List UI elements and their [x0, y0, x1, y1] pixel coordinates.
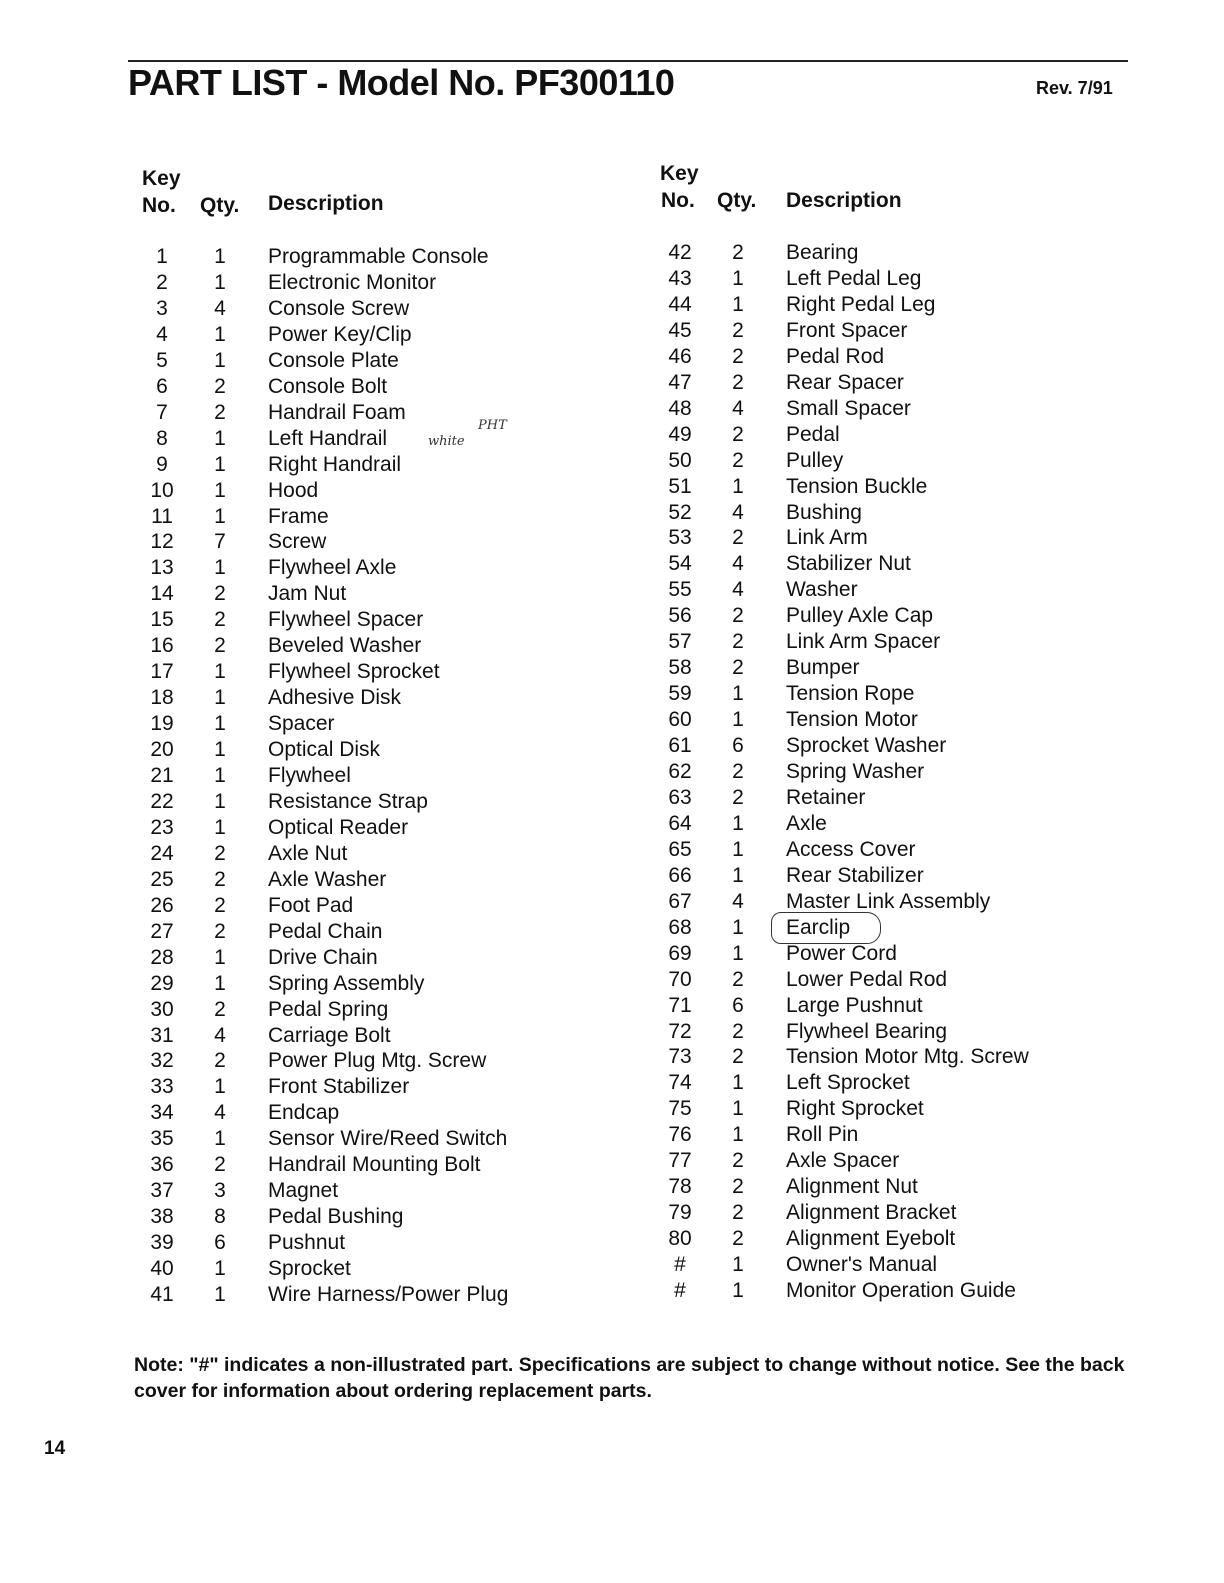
part-quantity: 1 — [732, 266, 744, 290]
part-description: Endcap — [268, 1101, 340, 1125]
part-quantity: 1 — [732, 941, 744, 965]
part-key-number: 68 — [668, 915, 692, 939]
part-key-number: 54 — [668, 552, 692, 576]
part-quantity: 2 — [732, 241, 744, 264]
part-description: Left Sprocket — [786, 1071, 910, 1095]
part-quantity: 1 — [732, 863, 744, 887]
part-description: Flywheel Axle — [268, 556, 397, 580]
part-quantity: 1 — [214, 1257, 226, 1281]
part-description: Axle — [786, 811, 827, 835]
part-quantity: 1 — [214, 1127, 226, 1151]
part-description: Jam Nut — [268, 582, 347, 606]
part-quantity: 4 — [732, 889, 744, 913]
part-quantity: 1 — [732, 811, 744, 835]
part-quantity: 2 — [732, 656, 744, 680]
left-no-header: No. — [142, 194, 176, 217]
part-quantity: 2 — [214, 841, 226, 865]
part-key-number: 7 — [156, 400, 168, 424]
part-key-number: 27 — [150, 919, 174, 943]
part-key-number: 58 — [668, 656, 692, 680]
part-quantity: 2 — [732, 318, 744, 342]
part-quantity: 1 — [214, 789, 226, 813]
part-key-number: 41 — [150, 1283, 174, 1306]
part-quantity: 2 — [732, 344, 744, 368]
part-description: Washer — [786, 578, 858, 602]
part-quantity: 2 — [732, 1045, 744, 1069]
part-quantity: 1 — [732, 1123, 744, 1147]
part-quantity: 2 — [732, 967, 744, 991]
part-quantity: 2 — [214, 608, 226, 632]
part-quantity: 2 — [732, 630, 744, 654]
part-quantity: 2 — [214, 867, 226, 891]
part-quantity: 4 — [214, 1101, 226, 1125]
part-description: Frame — [268, 504, 329, 528]
part-quantity: 6 — [732, 993, 744, 1017]
part-description: Front Stabilizer — [268, 1075, 410, 1099]
part-description: Pedal Rod — [786, 344, 885, 368]
part-description: Rear Spacer — [786, 370, 904, 394]
part-key-number: 35 — [150, 1127, 174, 1151]
part-key-number: 43 — [668, 266, 692, 290]
part-quantity: 1 — [214, 322, 226, 346]
part-key-number: 72 — [668, 1019, 692, 1043]
part-description: Spring Assembly — [268, 971, 425, 995]
part-key-number: 71 — [668, 993, 692, 1017]
part-description: Flywheel — [268, 764, 351, 787]
part-description: Earclip — [786, 915, 851, 939]
part-description: Programmable Console — [268, 245, 489, 268]
part-key-number: 39 — [150, 1231, 174, 1255]
part-key-number: 24 — [150, 841, 174, 865]
part-description: Optical Disk — [268, 738, 381, 762]
part-description: Spring Washer — [786, 760, 925, 783]
part-description: Right Handrail — [268, 452, 402, 476]
part-key-number: 11 — [151, 504, 173, 528]
part-description: Pulley — [786, 448, 844, 472]
part-key-number: 56 — [668, 604, 692, 628]
part-quantity: 4 — [732, 578, 744, 602]
part-key-number: 12 — [150, 530, 174, 554]
part-quantity: 1 — [214, 738, 226, 762]
part-description: Front Spacer — [786, 318, 908, 342]
part-quantity: 2 — [214, 919, 226, 943]
part-quantity: 1 — [214, 660, 226, 684]
part-quantity: 2 — [732, 1019, 744, 1043]
part-description: Axle Washer — [268, 867, 387, 891]
part-description: Flywheel Spacer — [268, 608, 424, 632]
part-quantity: 1 — [214, 764, 226, 787]
part-key-number: 53 — [668, 526, 692, 550]
part-key-number: 17 — [150, 660, 174, 684]
part-description: Pedal — [786, 422, 840, 446]
right-key-header: Key — [660, 162, 699, 185]
right-qty-header: Qty. — [717, 189, 757, 212]
part-key-number: 47 — [668, 370, 692, 394]
part-quantity: 1 — [214, 348, 226, 372]
part-description: Pushnut — [268, 1231, 346, 1255]
page-number: 14 — [44, 1438, 66, 1459]
part-description: Flywheel Sprocket — [268, 660, 440, 684]
part-key-number: 13 — [150, 556, 174, 580]
part-key-number: 28 — [150, 945, 174, 969]
part-key-number: 21 — [150, 764, 174, 787]
part-key-number: 66 — [668, 863, 692, 887]
part-key-number: 8 — [156, 426, 168, 450]
part-quantity: 1 — [214, 971, 226, 995]
part-key-number: 78 — [668, 1175, 692, 1199]
part-key-number: 64 — [668, 811, 692, 835]
part-key-number: 31 — [150, 1023, 174, 1047]
part-quantity: 1 — [732, 682, 744, 706]
part-quantity: 1 — [214, 1283, 226, 1306]
part-description: Master Link Assembly — [786, 889, 991, 913]
part-key-number: 49 — [668, 422, 692, 446]
part-key-number: 46 — [668, 344, 692, 368]
part-description: Stabilizer Nut — [786, 552, 911, 576]
part-key-number: 6 — [156, 374, 168, 398]
part-quantity: 4 — [732, 396, 744, 420]
part-quantity: 1 — [732, 1071, 744, 1095]
part-description: Sprocket — [268, 1257, 351, 1281]
part-quantity: 2 — [732, 604, 744, 628]
part-quantity: 2 — [732, 760, 744, 783]
part-quantity: 2 — [732, 448, 744, 472]
part-description: Tension Motor — [786, 708, 918, 732]
part-description: Access Cover — [786, 837, 916, 861]
part-key-number: 16 — [150, 634, 174, 658]
part-description: Handrail Foam — [268, 400, 406, 424]
part-description: Optical Reader — [268, 815, 409, 839]
part-description: Small Spacer — [786, 396, 911, 420]
part-key-number: 50 — [668, 448, 692, 472]
part-description: Bushing — [786, 500, 862, 524]
part-quantity: 2 — [732, 1227, 744, 1251]
part-key-number: 3 — [156, 296, 168, 320]
part-description: Alignment Bracket — [786, 1201, 957, 1225]
part-key-number: 70 — [668, 967, 692, 991]
part-description: Link Arm — [786, 526, 868, 550]
part-quantity: 3 — [214, 1179, 226, 1203]
part-description: Retainer — [786, 785, 866, 809]
part-key-number: 19 — [150, 712, 174, 736]
part-description: Monitor Operation Guide — [786, 1279, 1016, 1302]
part-key-number: 34 — [150, 1101, 174, 1125]
part-key-number: 32 — [150, 1049, 174, 1073]
part-quantity: 4 — [732, 500, 744, 524]
part-key-number: 67 — [668, 889, 692, 913]
part-quantity: 1 — [214, 712, 226, 736]
part-quantity: 1 — [732, 837, 744, 861]
part-quantity: 2 — [214, 374, 226, 398]
part-key-number: 57 — [668, 630, 692, 654]
part-description: Pedal Bushing — [268, 1205, 404, 1229]
part-key-number: 30 — [150, 997, 174, 1021]
part-key-number: 42 — [668, 241, 692, 264]
part-description: Power Plug Mtg. Screw — [268, 1049, 487, 1073]
part-description: Magnet — [268, 1179, 339, 1203]
part-quantity: 1 — [214, 1075, 226, 1099]
part-description: Console Plate — [268, 348, 399, 372]
left-description-header: Description — [268, 192, 384, 215]
part-key-number: 14 — [150, 582, 174, 606]
part-quantity: 1 — [732, 1253, 744, 1277]
part-quantity: 4 — [214, 1023, 226, 1047]
part-description: Tension Motor Mtg. Screw — [786, 1045, 1029, 1069]
part-description: Axle Nut — [268, 841, 348, 865]
part-quantity: 2 — [732, 785, 744, 809]
part-description: Sensor Wire/Reed Switch — [268, 1127, 508, 1151]
part-description: Alignment Eyebolt — [786, 1227, 956, 1251]
part-quantity: 2 — [732, 422, 744, 446]
part-key-number: 52 — [668, 500, 692, 524]
part-quantity: 1 — [732, 915, 744, 939]
part-quantity: 4 — [732, 552, 744, 576]
part-key-number: 38 — [150, 1205, 174, 1229]
part-quantity: 1 — [214, 426, 226, 450]
part-key-number: 25 — [150, 867, 174, 891]
part-quantity: 2 — [214, 997, 226, 1021]
part-quantity: 2 — [214, 893, 226, 917]
part-description: Console Bolt — [268, 374, 388, 398]
part-description: Large Pushnut — [786, 993, 923, 1017]
part-quantity: 2 — [732, 1149, 744, 1173]
part-description: Console Screw — [268, 296, 410, 320]
part-quantity: 2 — [732, 1175, 744, 1199]
part-quantity: 1 — [214, 478, 226, 502]
part-key-number: 63 — [668, 785, 692, 809]
part-quantity: 2 — [732, 370, 744, 394]
part-description: Left Handrail — [268, 426, 388, 450]
part-key-number: 40 — [150, 1257, 174, 1281]
part-description: Power Key/Clip — [268, 322, 412, 346]
right-no-header: No. — [661, 189, 695, 212]
part-key-number: 33 — [150, 1075, 174, 1099]
part-description: Hood — [268, 478, 319, 502]
part-quantity: 6 — [214, 1231, 226, 1255]
part-description: Beveled Washer — [268, 634, 422, 658]
part-quantity: 1 — [214, 504, 226, 528]
part-key-number: 10 — [150, 478, 174, 502]
part-quantity: 4 — [214, 296, 226, 320]
part-description: Sprocket Washer — [786, 734, 947, 758]
part-description: Spacer — [268, 712, 335, 736]
part-description: Lower Pedal Rod — [786, 967, 948, 991]
part-description: Left Pedal Leg — [786, 266, 922, 290]
page-title: PART LIST - Model No. PF300110 — [128, 62, 675, 103]
part-quantity: 2 — [214, 1153, 226, 1177]
part-key-number: 44 — [668, 292, 692, 316]
part-description: Power Cord — [786, 941, 897, 965]
part-key-number: 65 — [668, 837, 692, 861]
part-description: Foot Pad — [268, 893, 354, 917]
right-description-header: Description — [786, 189, 902, 212]
part-key-number: 48 — [668, 396, 692, 420]
part-description: Roll Pin — [786, 1123, 859, 1147]
part-quantity: 1 — [732, 292, 744, 316]
part-key-number: 75 — [668, 1097, 692, 1121]
part-key-number: 15 — [150, 608, 174, 632]
part-key-number: # — [674, 1253, 686, 1277]
part-key-number: 45 — [668, 318, 692, 342]
part-key-number: 60 — [668, 708, 692, 732]
revision-label: Rev. 7/91 — [1036, 78, 1113, 98]
part-quantity: 2 — [214, 634, 226, 658]
part-description: Resistance Strap — [268, 789, 428, 813]
part-description: Pulley Axle Cap — [786, 604, 934, 628]
left-key-header: Key — [142, 167, 181, 190]
part-key-number: 23 — [150, 815, 174, 839]
part-description: Pedal Spring — [268, 997, 389, 1021]
part-quantity: 1 — [214, 815, 226, 839]
part-key-number: 18 — [150, 686, 174, 710]
part-description: Wire Harness/Power Plug — [268, 1283, 509, 1306]
part-quantity: 2 — [732, 1201, 744, 1225]
handwritten-circle-mark — [771, 912, 881, 944]
part-description: Owner's Manual — [786, 1253, 938, 1277]
part-description: Axle Spacer — [786, 1149, 900, 1173]
part-description: Tension Rope — [786, 682, 915, 706]
part-description: Rear Stabilizer — [786, 863, 924, 887]
part-key-number: 79 — [668, 1201, 692, 1225]
part-description: Right Sprocket — [786, 1097, 924, 1121]
part-quantity: 1 — [214, 556, 226, 580]
part-quantity: 1 — [732, 708, 744, 732]
part-key-number: # — [674, 1279, 686, 1302]
part-key-number: 62 — [668, 760, 692, 783]
handwritten-note-pht: PHT — [478, 418, 507, 433]
footnote: Note: "#" indicates a non-illustrated part. Specifications are subject to change without notice. See the back cover for information about ordering replacement parts. — [134, 1354, 1125, 1402]
part-key-number: 80 — [668, 1227, 692, 1251]
part-key-number: 9 — [156, 452, 168, 476]
part-description: Bearing — [786, 241, 859, 264]
part-key-number: 5 — [156, 348, 168, 372]
part-key-number: 74 — [668, 1071, 692, 1095]
part-key-number: 26 — [150, 893, 174, 917]
part-quantity: 2 — [214, 400, 226, 424]
part-description: Tension Buckle — [786, 474, 928, 498]
part-description: Alignment Nut — [786, 1175, 918, 1199]
part-key-number: 2 — [156, 270, 168, 294]
part-description: Adhesive Disk — [268, 686, 402, 710]
part-description: Screw — [268, 530, 327, 554]
handwritten-note-white: white — [428, 434, 465, 449]
part-key-number: 1 — [156, 245, 168, 268]
part-description: Drive Chain — [268, 945, 378, 969]
part-quantity: 1 — [214, 270, 226, 294]
part-quantity: 8 — [214, 1205, 226, 1229]
part-key-number: 59 — [668, 682, 692, 706]
part-quantity: 1 — [732, 1097, 744, 1121]
part-quantity: 1 — [214, 245, 226, 268]
part-key-number: 4 — [156, 322, 168, 346]
part-quantity: 6 — [732, 734, 744, 758]
part-quantity: 1 — [214, 945, 226, 969]
left-qty-header: Qty. — [200, 194, 240, 217]
part-quantity: 2 — [732, 526, 744, 550]
part-quantity: 1 — [214, 686, 226, 710]
part-quantity: 7 — [214, 530, 226, 554]
part-key-number: 55 — [668, 578, 692, 602]
part-key-number: 20 — [150, 738, 174, 762]
part-description: Right Pedal Leg — [786, 292, 936, 316]
part-key-number: 37 — [150, 1179, 174, 1203]
part-key-number: 22 — [150, 789, 174, 813]
part-key-number: 76 — [668, 1123, 692, 1147]
part-description: Electronic Monitor — [268, 270, 437, 294]
part-description: Pedal Chain — [268, 919, 383, 943]
part-key-number: 73 — [668, 1045, 692, 1069]
part-key-number: 61 — [668, 734, 692, 758]
part-key-number: 51 — [668, 474, 692, 498]
part-quantity: 1 — [732, 474, 744, 498]
part-description: Flywheel Bearing — [786, 1019, 948, 1043]
part-key-number: 69 — [668, 941, 692, 965]
part-description: Carriage Bolt — [268, 1023, 391, 1047]
part-quantity: 1 — [214, 452, 226, 476]
part-description: Link Arm Spacer — [786, 630, 941, 654]
part-quantity: 1 — [732, 1279, 744, 1302]
part-key-number: 77 — [668, 1149, 692, 1173]
part-description: Bumper — [786, 656, 860, 680]
part-description: Handrail Mounting Bolt — [268, 1153, 481, 1177]
part-key-number: 36 — [150, 1153, 174, 1177]
part-quantity: 2 — [214, 1049, 226, 1073]
part-quantity: 2 — [214, 582, 226, 606]
part-key-number: 29 — [150, 971, 174, 995]
